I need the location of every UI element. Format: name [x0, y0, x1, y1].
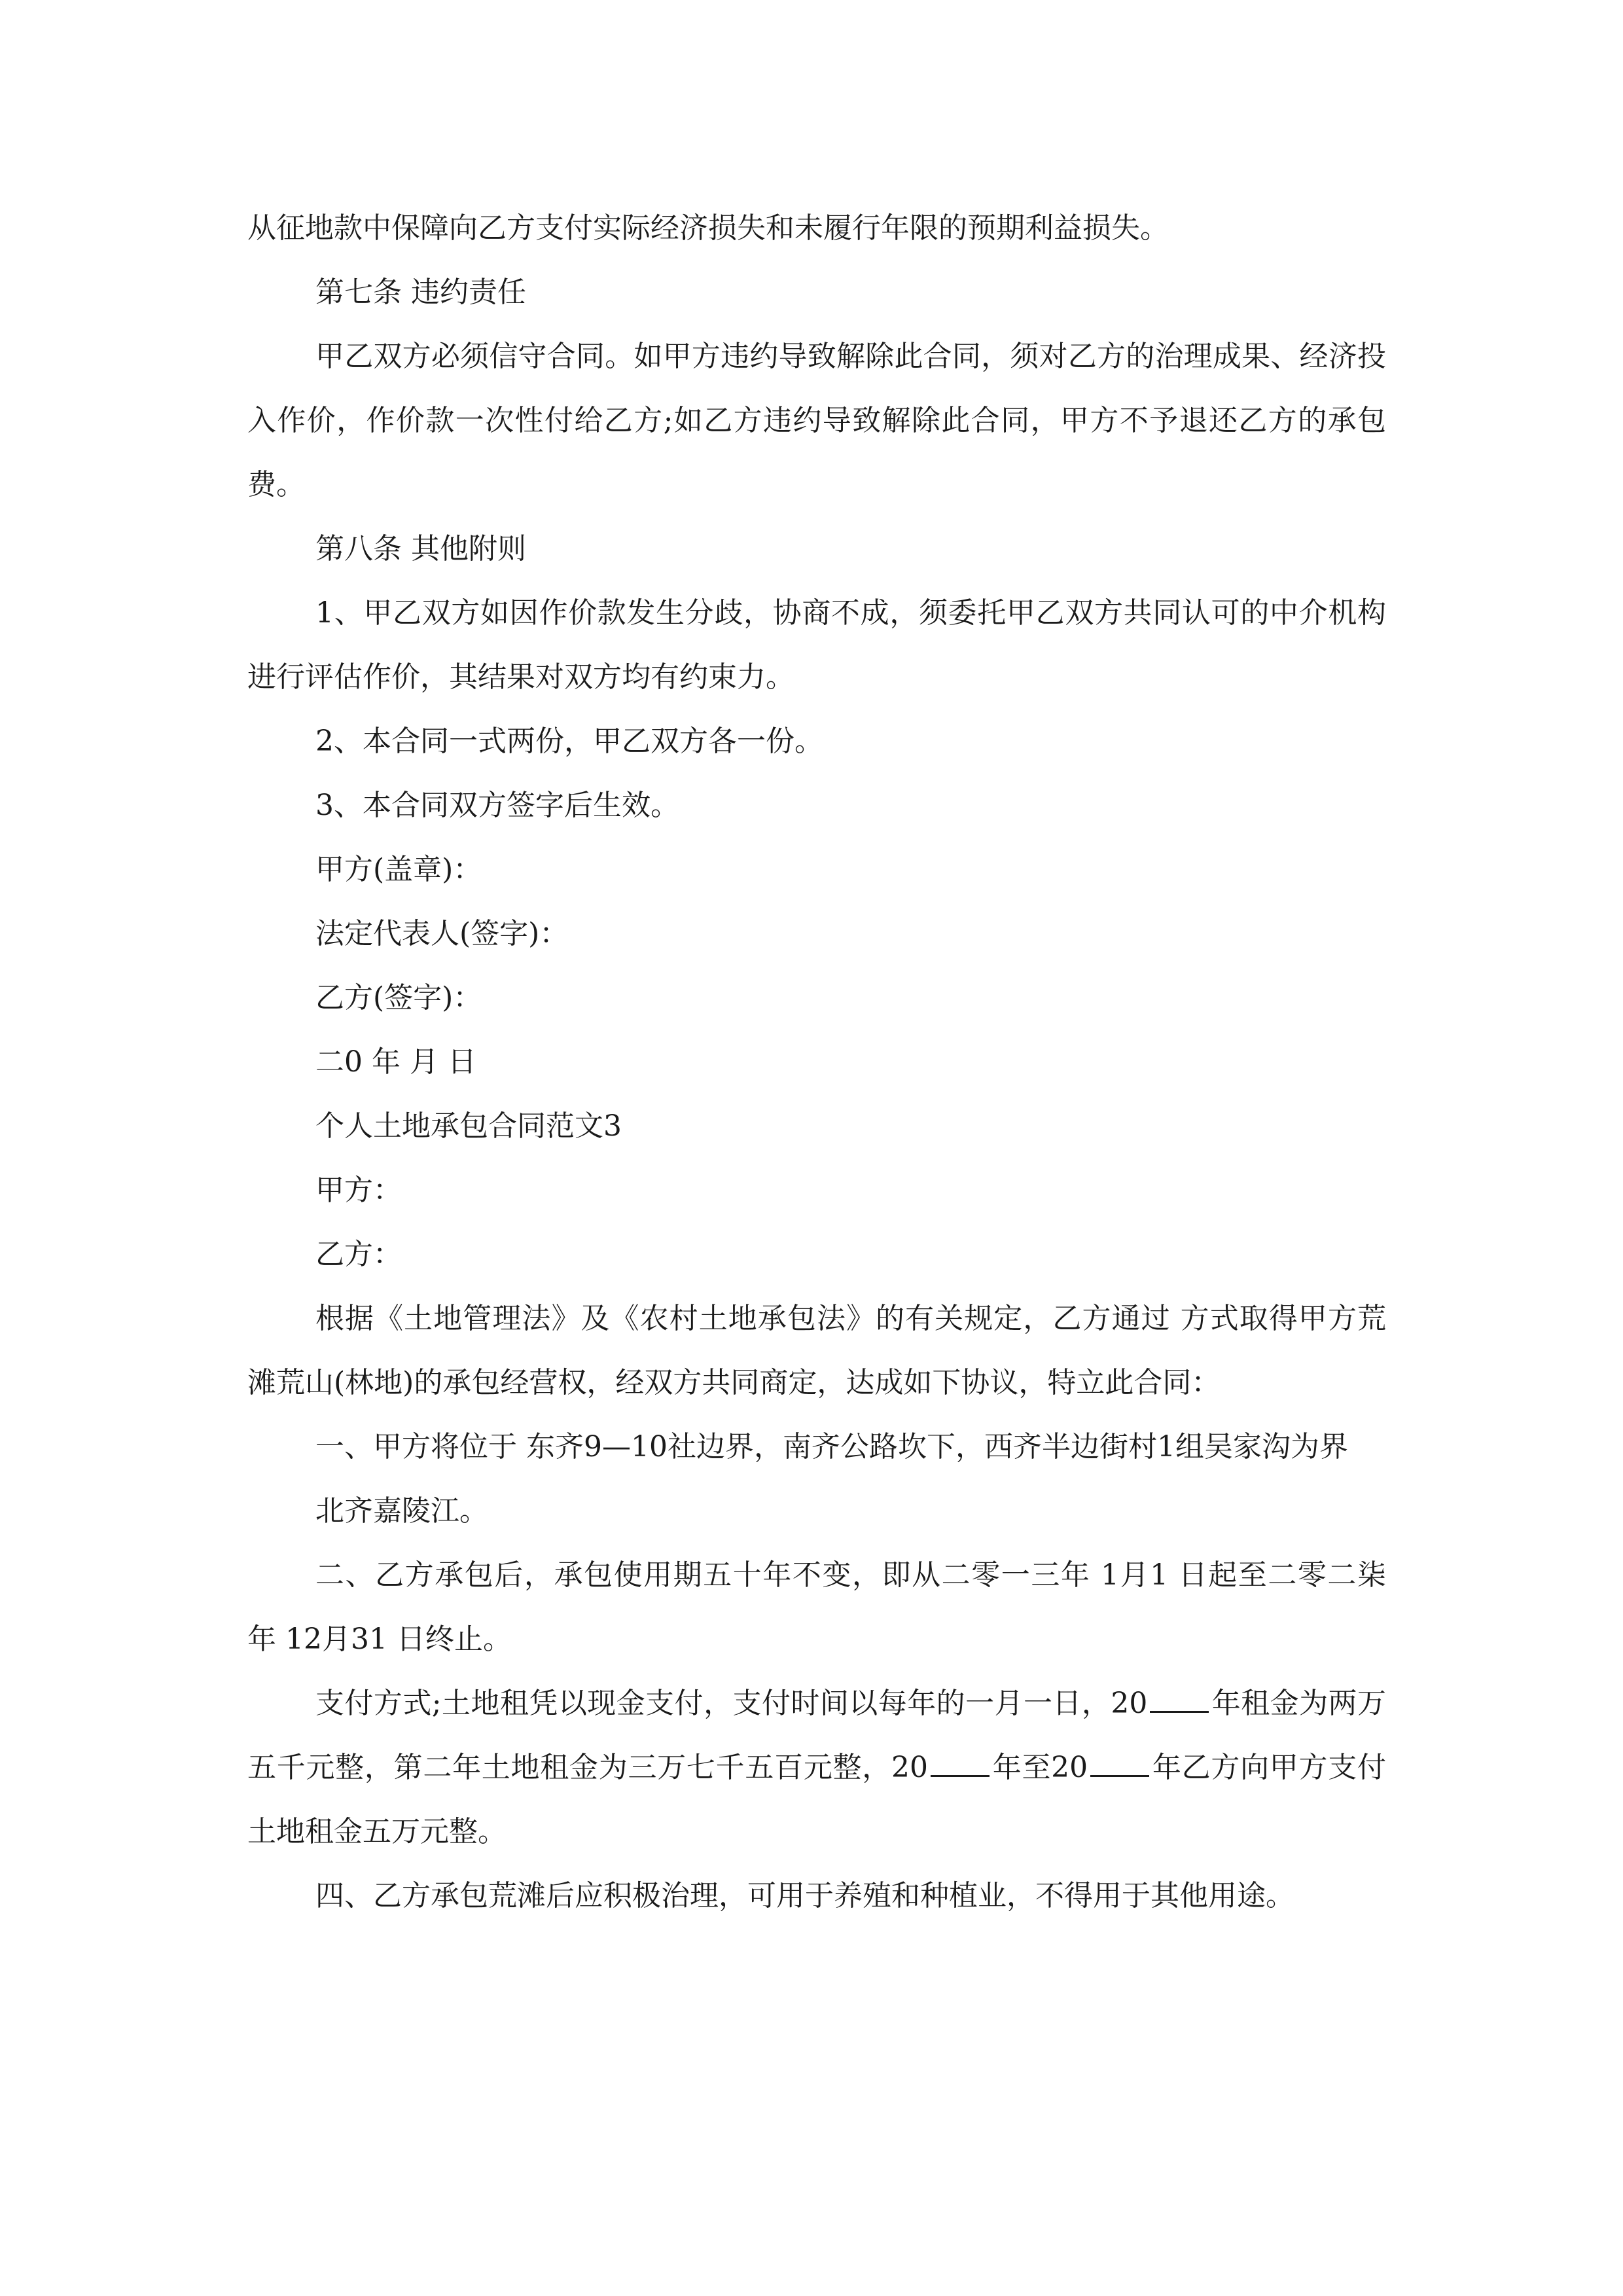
clause-term: 二、乙方承包后，承包使用期五十年不变，即从二零一三年 1月1 日起至二零二柒 年 12月31 日终止。 [247, 1558, 1386, 1656]
section-heading-article-8: 第八条 其他附则 [315, 532, 526, 565]
party-a-seal-line: 甲方(盖章)： [315, 853, 482, 886]
blank-underline [931, 1755, 990, 1777]
blank-underline [1090, 1755, 1149, 1777]
document-body [247, 196, 1386, 1928]
payment-text-2: 年租金为两万五千元整，第二年土地租金为三万七千五百元整，20 [247, 1687, 1387, 1784]
clause-location: 一、甲方将位于 东齐9—10社边界，南齐公路坎下，西齐半边街村1组吴家沟为界 [315, 1430, 1348, 1463]
date-line: 二0 年 月 日 [315, 1045, 476, 1079]
clause-1: 1、甲乙双方如因作价款发生分歧，协商不成，须委托甲乙双方共同认可的中介机构进行评估作价，其结果对双方均有约束力。 [247, 596, 1386, 694]
paragraph-legal-basis: 根据《土地管理法》及《农村土地承包法》的有关规定，乙方通过 方式取得甲方荒滩荒山(林地)的承包经营权，经双方共同商定，达成如下协议，特立此合同： [247, 1302, 1386, 1399]
section-heading-article-7: 第七条 违约责任 [315, 276, 526, 309]
document-title-sample-3: 个人土地承包合同范文3 [315, 1109, 622, 1143]
clause-payment [247, 1672, 1386, 1864]
legal-representative-signature-line: 法定代表人(签字)： [315, 917, 569, 950]
clause-usage: 四、乙方承包荒滩后应积极治理，可用于养殖和种植业，不得用于其他用途。 [315, 1879, 1294, 1912]
clause-2: 2、本合同一式两份，甲乙双方各一份。 [315, 725, 823, 758]
payment-text-3: 年至20 [992, 1751, 1088, 1784]
payment-text-1: 支付方式;土地租凭以现金支付，支付时间以每年的一月一日，20 [315, 1687, 1148, 1720]
party-b-line: 乙方： [315, 1238, 402, 1271]
payment-text-4: 年乙方向甲方支付土地租金五万元整。 [247, 1751, 1386, 1848]
party-a-line: 甲方： [315, 1174, 402, 1207]
blank-underline [1150, 1691, 1209, 1713]
clause-location-north: 北齐嘉陵江。 [315, 1494, 488, 1528]
party-b-signature-line: 乙方(签字)： [315, 981, 482, 1014]
paragraph-breach-liability: 甲乙双方必须信守合同。如甲方违约导致解除此合同，须对乙方的治理成果、经济投入作价，作价款一次性付给乙方;如乙方违约导致解除此合同，甲方不予退还乙方的承包费。 [247, 340, 1386, 501]
clause-3: 3、本合同双方签字后生效。 [315, 789, 679, 822]
paragraph-continuation: 从征地款中保障向乙方支付实际经济损失和未履行年限的预期利益损失。 [247, 211, 1169, 245]
